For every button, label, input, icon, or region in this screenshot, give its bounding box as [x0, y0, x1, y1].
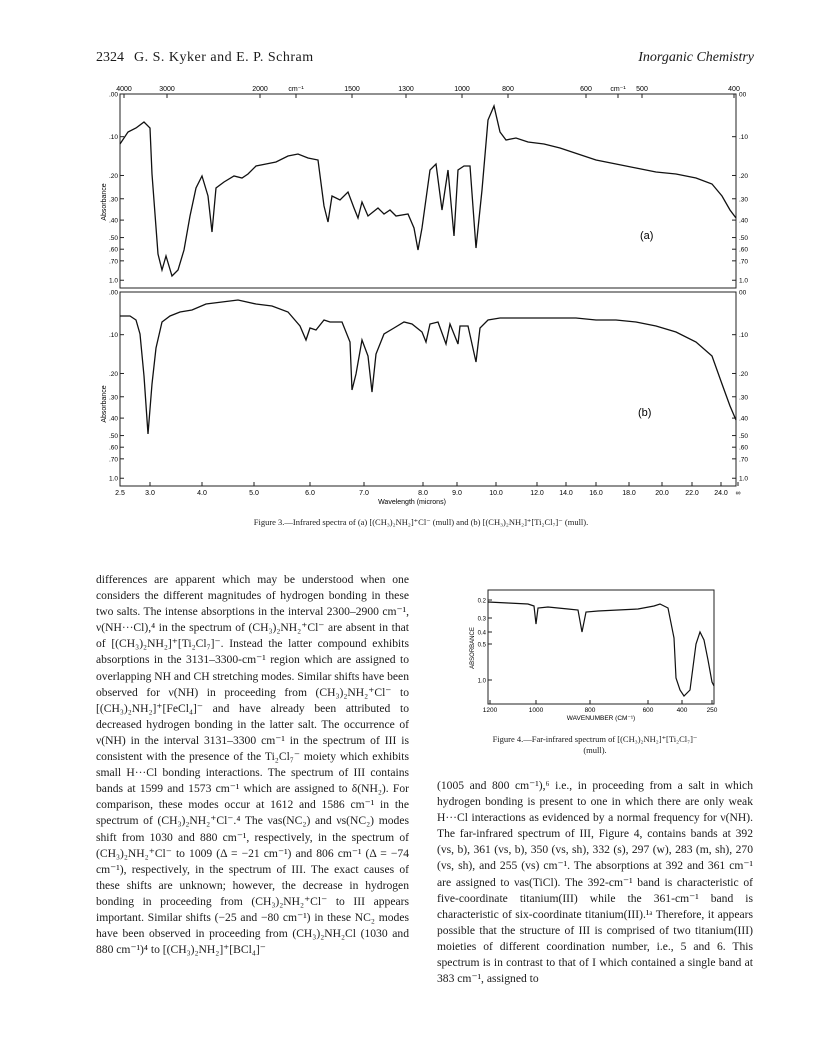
right-axis-tick-label: .30 [739, 394, 749, 402]
right-axis-tick-label: .50 [739, 433, 749, 441]
running-header [96, 50, 754, 70]
panel-b-label: (b) [638, 407, 652, 419]
figure-4-x-tick-label: 800 [584, 707, 596, 714]
left-axis-tick-label: .20 [108, 370, 118, 378]
left-axis-tick-label: .50 [108, 235, 118, 243]
panel-a-frame [120, 94, 736, 288]
figure-4-plot [468, 582, 730, 722]
journal-name: Inorganic Chemistry [638, 50, 754, 65]
y-axis-label-a: Absorbance [101, 183, 108, 221]
right-axis-tick-label: .20 [739, 370, 749, 378]
left-axis-tick-label: 1.0 [108, 277, 118, 285]
top-axis-tick-label: 800 [502, 86, 514, 93]
figure-4-x-tick-label: 600 [642, 707, 654, 714]
bottom-axis-tick-label: 14.0 [559, 490, 573, 497]
left-axis-tick-label: .10 [108, 332, 118, 340]
right-axis-tick-label: .30 [739, 196, 749, 204]
bottom-axis-tick-label: 20.0 [655, 490, 669, 497]
bottom-axis-tick-label: 5.0 [249, 490, 259, 497]
top-axis-tick-label: 500 [636, 86, 648, 93]
right-axis-tick-label: .70 [739, 456, 749, 464]
author-line: G. S. Kyker and E. P. Schram [134, 50, 314, 65]
figure-4-y-tick-label: 0.5 [477, 642, 486, 649]
figure-4-y-tick-label: 0.3 [477, 616, 486, 623]
bottom-axis-tick-label: 18.0 [622, 490, 636, 497]
top-axis-tick-label: 600 [580, 86, 592, 93]
figure-4-y-tick-label: 0.2 [477, 598, 486, 605]
top-axis-tick-label: 1500 [344, 86, 360, 93]
bottom-axis-tick-label: 24.0 [714, 490, 728, 497]
page-number: 2324 [96, 50, 124, 65]
right-axis-tick-label: .20 [739, 172, 749, 180]
figure-4-caption-line-1: Figure 4.—Far-infrared spectrum of [(CH₃)₂NH₂]⁺[Ti₂Cl₇]⁻ [492, 734, 698, 744]
right-axis-tick-label: 00 [739, 289, 747, 297]
left-axis-tick-label: .40 [108, 415, 118, 423]
figure-3-ir-spectra [96, 84, 760, 508]
top-axis-tick-label: 1300 [398, 86, 414, 93]
left-axis-tick-label: .50 [108, 433, 118, 441]
panel-a-label: (a) [640, 230, 654, 242]
figure-4-x-tick-label: 1200 [482, 707, 498, 714]
figure-4-x-axis-label: WAVENUMBER (CM⁻¹) [566, 715, 636, 722]
right-axis-tick-label: .40 [739, 415, 749, 423]
left-axis-tick-label: .60 [108, 444, 118, 452]
left-axis-tick-label: .70 [108, 258, 118, 266]
top-axis-tick-label: 400 [728, 86, 740, 93]
panel-b-frame [120, 292, 736, 486]
left-axis-tick-label: .10 [108, 134, 118, 142]
figure-4-spectrum-trace [488, 602, 714, 696]
right-axis-tick-label: .50 [739, 235, 749, 243]
bottom-axis-tick-label: 12.0 [530, 490, 544, 497]
bottom-axis-tick-label: 8.0 [418, 490, 428, 497]
top-axis-tick-label: cm⁻¹ [610, 86, 626, 93]
left-axis-tick-label: .20 [108, 172, 118, 180]
right-column-text: (1005 and 800 cm⁻¹),⁶ i.e., in proceeding from a salt in which hydrogen bonding is present to one in which there are only weak H···Cl interactions as evidenced by a normal frequency for ν(NH). The far-infrared spectrum of III, Figure 4, contains bands at 392 (vs, b), 361 (vs, b), 350 (vs, sh), 332 (s), 297 (w), 283 (m, sh), 270 (vs, sh), and 255 (vs) cm⁻¹. The absorptions at 392 and 361 cm⁻¹ are assigned to νas(TiCl). The 392-cm⁻¹ band is characteristic of five-coordinate titanium(III) while the 361-cm⁻¹ band is characteristic of six-coordinate titanium(III).¹ᵃ Therefore, it appears possible that the structure of III is comprised of two titanium(III) moieties of different coordination number, i.e., 5 and 6. This spectrum is in contrast to that of I which contained a single band at 383 cm⁻¹, assigned to [437, 779, 753, 986]
figure-4-y-tick-label: 0.4 [477, 630, 486, 637]
figure-4-frame [488, 590, 714, 704]
y-axis-label-b: Absorbance [101, 385, 108, 423]
figure-4-x-tick-label: 400 [676, 707, 688, 714]
right-axis-tick-label: .10 [739, 134, 749, 142]
left-axis-tick-label: 1.0 [108, 475, 118, 483]
right-axis-tick-label: 00 [739, 91, 747, 99]
top-axis-tick-label: 2000 [252, 86, 268, 93]
right-axis-tick-label: .40 [739, 217, 749, 225]
top-axis-tick-label: 3000 [159, 86, 175, 93]
bottom-axis-tick-label: 4.0 [197, 490, 207, 497]
figure-4-caption [437, 734, 753, 756]
bottom-axis-tick-label: 7.0 [359, 490, 369, 497]
right-axis-tick-label: .70 [739, 258, 749, 266]
left-axis-tick-label: .30 [108, 394, 118, 402]
figure-4-far-ir-spectrum [468, 582, 730, 722]
left-column [96, 572, 409, 958]
right-axis-tick-label: 1.0 [739, 277, 749, 285]
bottom-axis-tick-label: 16.0 [589, 490, 603, 497]
spectrum-trace-a [120, 106, 736, 276]
bottom-axis-tick-label: 2.5 [115, 490, 125, 497]
top-axis-tick-label: 4000 [116, 86, 132, 93]
figure-3-caption: Figure 3.—Infrared spectra of (a) [(CH₃)₂NH₂]⁺Cl⁻ (mull) and (b) [(CH₃)₂NH₂]⁺[Ti₂Cl₇]⁻ (mull). [253, 517, 589, 527]
left-axis-tick-label: .30 [108, 196, 118, 204]
right-axis-tick-label: .10 [739, 332, 749, 340]
left-axis-tick-label: .40 [108, 217, 118, 225]
bottom-axis-tick-label: 10.0 [489, 490, 503, 497]
figure-4-y-axis-label: ABSORBANCE [470, 627, 476, 669]
right-column [437, 778, 753, 987]
right-axis-tick-label: .60 [739, 246, 749, 254]
bottom-axis-tick-label: 6.0 [305, 490, 315, 497]
bottom-axis-tick-label: 3.0 [145, 490, 155, 497]
figure-4-y-tick-label: 1.0 [477, 678, 486, 685]
figure-3-plot [96, 84, 760, 508]
top-axis-tick-label: 1000 [454, 86, 470, 93]
left-axis-tick-label: .60 [108, 246, 118, 254]
figure-4-x-tick-label: 1000 [528, 707, 544, 714]
left-axis-tick-label: .00 [108, 289, 118, 297]
left-column-text: differences are apparent which may be understood when one considers the different magnitudes of hydrogen bonding in these two salts. The intense absorptions in the interval 2300–2900 cm⁻¹, ν(NH···Cl),⁴ in the spectrum of (CH₃)₂NH₂⁺Cl⁻ are absent in that of [(CH₃)₂NH₂]⁺[Ti₂Cl₇]⁻. Instead the latter compound exhibits absorptions in the 3131–3300-cm⁻¹ region which are assigned to overlapping NH and CH stretching modes. Similar shifts have been observed for ν(NH) in proceeding from (CH₃)₂NH₂⁺Cl⁻ to [(CH₃)₂NH₂]⁺[FeCl₄]⁻ and have already been attributed to decreased hydrogen bonding in the latter salt. The occurrence of ν(NH) in the interval 3131–3300 cm⁻¹ in the spectrum of III is consistent with the presence of the Ti₂Cl₇⁻ moiety which exhibits small H···Cl bonding interactions. The spectrum of III contains bands at 1599 and 1573 cm⁻¹ which are assigned to δ(NH₂). For comparison, these modes occur at 1612 and 1586 cm⁻¹ in the spectrum of (CH₃)₂NH₂⁺Cl⁻.⁴ The νas(NC₂) and νs(NC₂) modes shift from 1030 and 880 cm⁻¹, respectively, in the spectrum of (CH₃)₂NH₂⁺Cl⁻ to 1009 (Δ = −21 cm⁻¹) and 806 cm⁻¹ (Δ = −74 cm⁻¹), respectively, in the spectrum of III. The exact causes of these shifts are unknown; however, the decrease in hydrogen bonding in proceeding from (CH₃)₂NH₂⁺Cl⁻ to III appears important. Similar shifts (−25 and −80 cm⁻¹) in these NC₂ modes have been observed in proceeding from (CH₃)₂NH₂Cl (1030 and 880 cm⁻¹)⁴ to [(CH₃)₂NH₂]⁺[BCl₄]⁻ [96, 573, 409, 957]
top-axis-tick-label: cm⁻¹ [288, 86, 304, 93]
left-axis-tick-label: .70 [108, 456, 118, 464]
figure-4-x-tick-label: 250 [706, 707, 718, 714]
figure-4-caption-line-2: (mull). [583, 745, 607, 755]
bottom-axis-tick-label: 22.0 [685, 490, 699, 497]
left-axis-tick-label: .00 [108, 91, 118, 99]
bottom-axis-tick-label: 9.0 [452, 490, 462, 497]
right-axis-tick-label: .60 [739, 444, 749, 452]
right-axis-tick-label: 1.0 [739, 475, 749, 483]
x-axis-label: Wavelength (microns) [378, 499, 446, 506]
bottom-axis-tick-label: ∞ [735, 490, 741, 497]
